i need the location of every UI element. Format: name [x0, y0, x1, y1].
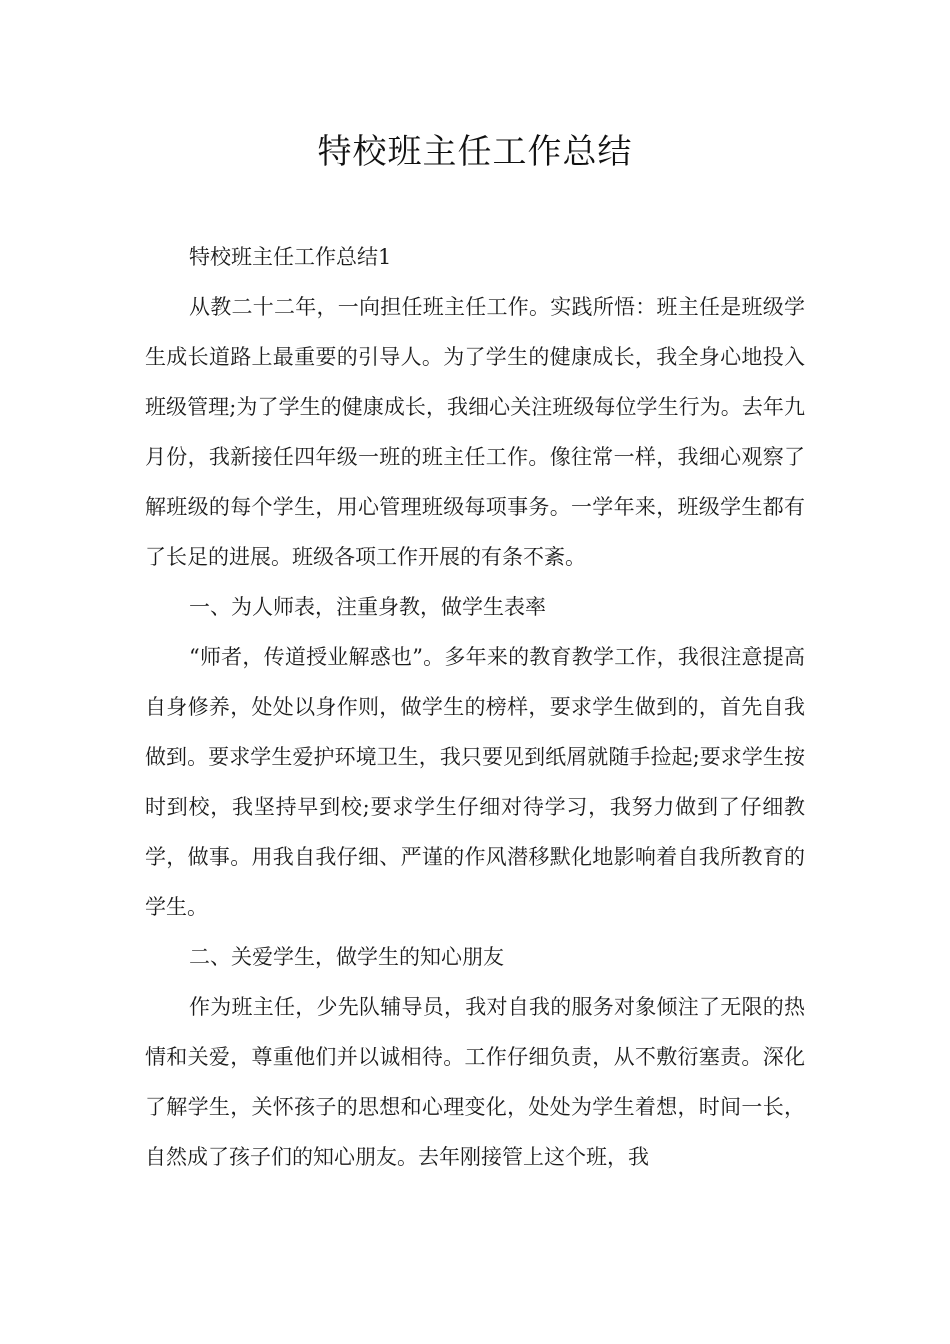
- section-heading-3: 二、关爱学生，做学生的知心朋友: [189, 945, 504, 969]
- document-body: [145, 232, 805, 1182]
- body-paragraph: 作为班主任，少先队辅导员，我对自我的服务对象倾注了无限的热情和关爱，尊重他们并以诚相待。工作仔细负责，从不敷衍塞责。深化了解学生，关怀孩子的思想和心理变化，处处为学生着想，时间一长，自然成了孩子们的知心朋友。去年刚接管上这个班，我: [145, 995, 805, 1169]
- section-heading-2: 一、为人师表，注重身教，做学生表率: [189, 595, 546, 619]
- document-title: 特校班主任工作总结: [317, 132, 633, 172]
- body-paragraph: 从教二十二年，一向担任班主任工作。实践所悟：班主任是班级学生成长道路上最重要的引导人。为了学生的健康成长，我全身心地投入班级管理;为了学生的健康成长，我细心关注班级每位学生行为。去年九月份，我新接任四年级一班的班主任工作。像往常一样，我细心观察了解班级的每个学生，用心管理班级每项事务。一学年来，班级学生都有了长足的进展。班级各项工作开展的有条不紊。: [145, 295, 805, 569]
- section-heading-1: 特校班主任工作总结1: [189, 245, 392, 269]
- body-paragraph: “师者，传道授业解惑也”。多年来的教育教学工作，我很注意提高自身修养，处处以身作则，做学生的榜样，要求学生做到的，首先自我做到。要求学生爱护环境卫生，我只要见到纸屑就随手捡起;要求学生按时到校，我坚持早到校;要求学生仔细对待学习，我努力做到了仔细教学，做事。用我自我仔细、严谨的作风潜移默化地影响着自我所教育的学生。: [145, 645, 805, 919]
